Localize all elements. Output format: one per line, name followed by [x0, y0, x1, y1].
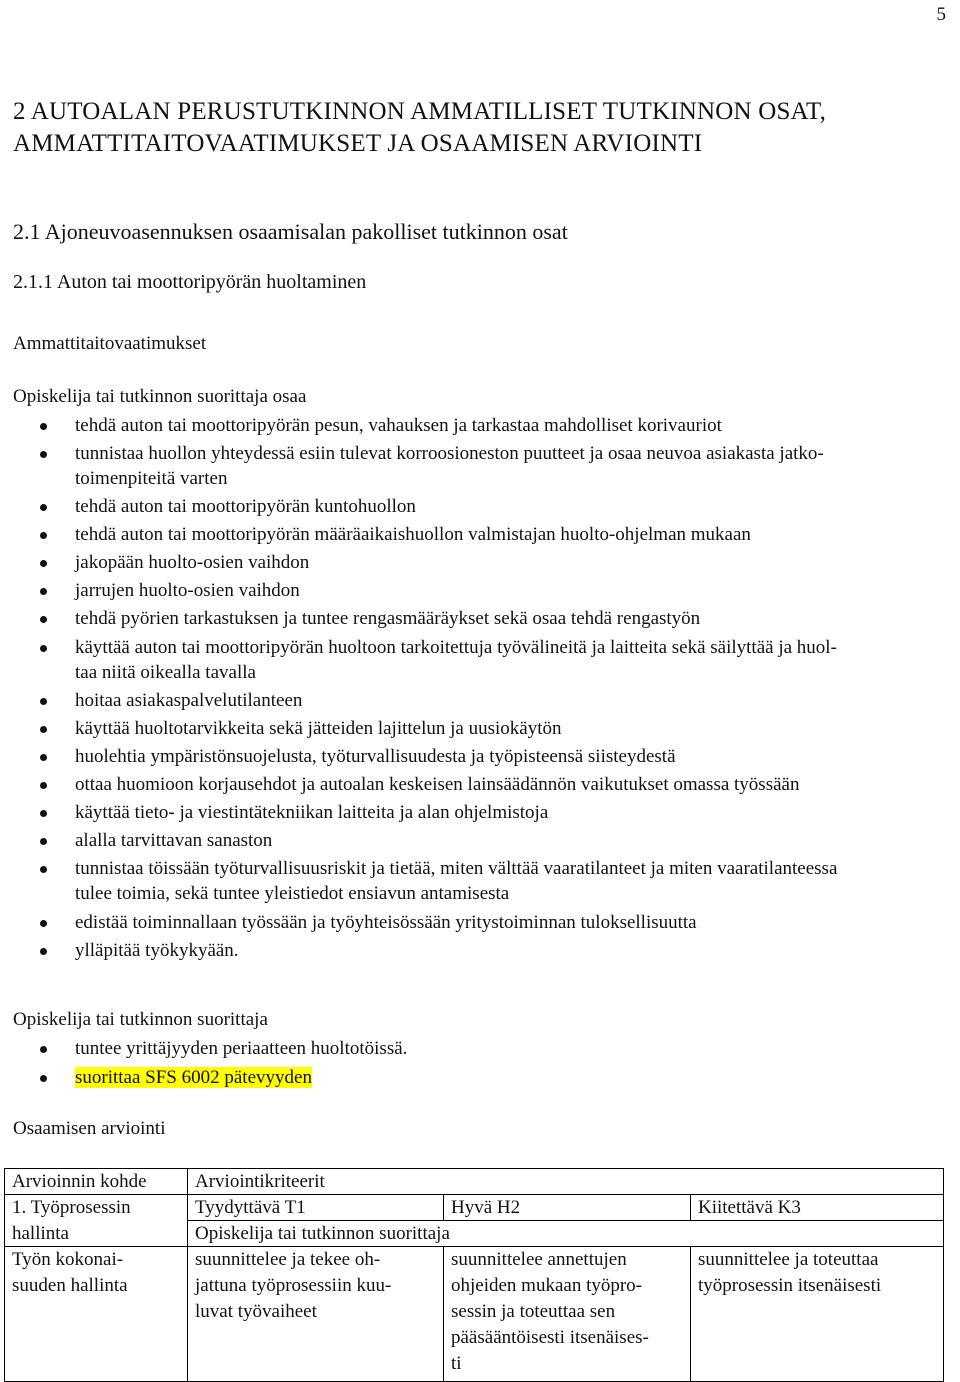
section-heading: 2.1 Ajoneuvoasennuksen osaamisalan pakolliset tutkinnon osat [13, 219, 568, 244]
criteria-t1 [188, 1247, 444, 1382]
t1-line: suunnittelee ja tekee oh- [195, 1249, 381, 1270]
list-item-text: tuntee yrittäjyyden periaatteen huoltotöissä. [75, 1038, 408, 1059]
list-item-line: toimenpiteitä varten [75, 468, 228, 489]
h2-line: suunnittelee annettujen [451, 1249, 627, 1270]
list-item-line: ylläpitää työkykyään. [75, 940, 239, 961]
main-heading-line-1: 2 AUTOALAN PERUSTUTKINNON AMMATILLISET TUTKINNON OSAT, [13, 98, 827, 125]
bullet-icon [40, 948, 47, 955]
grade-t1: Tyydyttävä T1 [188, 1195, 444, 1221]
k3-line: työprosessin itsenäisesti [698, 1275, 882, 1296]
bullet-icon [40, 782, 47, 789]
criteria-k3 [691, 1247, 944, 1382]
criteria-h2 [444, 1247, 691, 1382]
k3-line: suunnittelee ja toteuttaa [698, 1249, 879, 1270]
list-item [0, 635, 955, 685]
list-item-line: ottaa huomioon korjausehdot ja autoalan keskeisen lainsäädännön vaikutukset omassa työssään [75, 774, 800, 795]
table-subject-row: Opiskelija tai tutkinnon suorittaja [188, 1221, 944, 1247]
table-row1-target [5, 1195, 188, 1247]
list-item-line: tehdä auton tai moottoripyörän kuntohuollon [75, 496, 416, 517]
list-item-line: edistää toiminnallaan työssään ja työyhteisössään yritystoiminnan tuloksellisuutta [75, 912, 697, 933]
list-item [0, 910, 955, 935]
list-item-line: tunnistaa töissään työturvallisuusriskit ja tietää, miten välttää vaaratilanteet ja miten vaaratilanteessa [75, 858, 838, 879]
assessment-title: Osaamisen arviointi [13, 1118, 166, 1139]
intro-text-2: Opiskelija tai tutkinnon suorittaja [13, 1009, 268, 1030]
list-item [0, 413, 955, 438]
list-item [0, 522, 955, 547]
list-item-line: tehdä auton tai moottoripyörän määräaikaishuollon valmistajan huolto-ohjelman mukaan [75, 524, 751, 545]
bullet-icon [40, 532, 47, 539]
list-item-line: käyttää tieto- ja viestintätekniikan laitteita ja alan ohjelmistoja [75, 802, 549, 823]
list-item [0, 800, 955, 825]
h2-line: ti [451, 1353, 462, 1374]
grade-h2: Hyvä H2 [444, 1195, 691, 1221]
list-item [0, 606, 955, 631]
additional-list [0, 1036, 955, 1090]
list-item [0, 744, 955, 769]
list-item-line: tulee toimia, sekä tuntee yleistiedot ensiavun antamisesta [75, 883, 510, 904]
list-item-line: huolehtia ympäristönsuojelusta, työturvallisuudesta ja työpisteensä siisteydestä [75, 746, 676, 767]
list-item-line: käyttää huoltotarvikkeita sekä jätteiden lajittelun ja uusiokäytön [75, 718, 562, 739]
bullet-icon [40, 1046, 47, 1053]
list-item-line: tehdä pyörien tarkastuksen ja tuntee rengasmääräykset sekä osaa tehdä rengastyön [75, 608, 701, 629]
list-item [0, 938, 955, 963]
t1-line: jattuna työprosessiin kuu- [195, 1275, 392, 1296]
list-item [0, 772, 955, 797]
requirements-list [0, 413, 955, 963]
bullet-icon [40, 698, 47, 705]
t1-line: luvat työvaiheet [195, 1301, 317, 1322]
bullet-icon [40, 504, 47, 511]
bullet-icon [40, 616, 47, 623]
list-item [0, 578, 955, 603]
highlighted-text: suorittaa SFS 6002 pätevyyden [75, 1067, 312, 1088]
row2-target-line: Työn kokonai- [12, 1249, 124, 1270]
bullet-icon [40, 423, 47, 430]
intro-text-1: Opiskelija tai tutkinnon suorittaja osaa [13, 386, 307, 407]
list-item [0, 1065, 955, 1090]
bullet-icon [40, 810, 47, 817]
bullet-icon [40, 754, 47, 761]
bullet-icon [40, 645, 47, 652]
bullet-icon [40, 1075, 47, 1082]
list-item [0, 441, 955, 491]
h2-line: ohjeiden mukaan työpro- [451, 1275, 643, 1296]
page-number: 5 [936, 4, 946, 25]
bullet-icon [40, 451, 47, 458]
list-item [0, 494, 955, 519]
list-item-line: jakopään huolto-osien vaihdon [75, 552, 310, 573]
assessment-table [4, 1168, 944, 1382]
list-item [0, 1036, 955, 1061]
subsection-heading: 2.1.1 Auton tai moottoripyörän huoltaminen [13, 271, 367, 293]
table-header-target: Arvioinnin kohde [5, 1169, 188, 1195]
list-item-line: jarrujen huolto-osien vaihdon [75, 580, 300, 601]
requirements-title: Ammattitaitovaatimukset [13, 333, 207, 354]
list-item-line: alalla tarvittavan sanaston [75, 830, 273, 851]
bullet-icon [40, 866, 47, 873]
h2-line: sessin ja toteuttaa sen [451, 1301, 616, 1322]
table-row2-target [5, 1247, 188, 1382]
bullet-icon [40, 920, 47, 927]
list-item [0, 828, 955, 853]
list-item-line: käyttää auton tai moottoripyörän huoltoon tarkoitettuja työvälineitä ja laitteita sekä säilyttää ja huol- [75, 637, 837, 658]
bullet-icon [40, 560, 47, 567]
row2-target-line: suuden hallinta [12, 1275, 128, 1296]
list-item-line: tehdä auton tai moottoripyörän pesun, vahauksen ja tarkastaa mahdolliset korivauriot [75, 415, 722, 436]
grade-k3: Kiitettävä K3 [691, 1195, 944, 1221]
row1-target-line: hallinta [12, 1223, 69, 1244]
list-item [0, 688, 955, 713]
list-item [0, 716, 955, 741]
bullet-icon [40, 838, 47, 845]
bullet-icon [40, 726, 47, 733]
list-item-line: tunnistaa huollon yhteydessä esiin tulevat korroosioneston puutteet ja osaa neuvoa asiakasta jatko- [75, 443, 824, 464]
list-item [0, 856, 955, 906]
list-item [0, 550, 955, 575]
list-item-line: taa niitä oikealla tavalla [75, 662, 256, 683]
main-heading-line-2: AMMATTITAITOVAATIMUKSET JA OSAAMISEN ARVIOINTI [13, 130, 703, 157]
h2-line: pääsääntöisesti itsenäises- [451, 1327, 649, 1348]
bullet-icon [40, 588, 47, 595]
table-header-criteria: Arviointikriteerit [188, 1169, 944, 1195]
list-item-line: hoitaa asiakaspalvelutilanteen [75, 690, 303, 711]
row1-target-line: 1. Työprosessin [12, 1197, 131, 1218]
